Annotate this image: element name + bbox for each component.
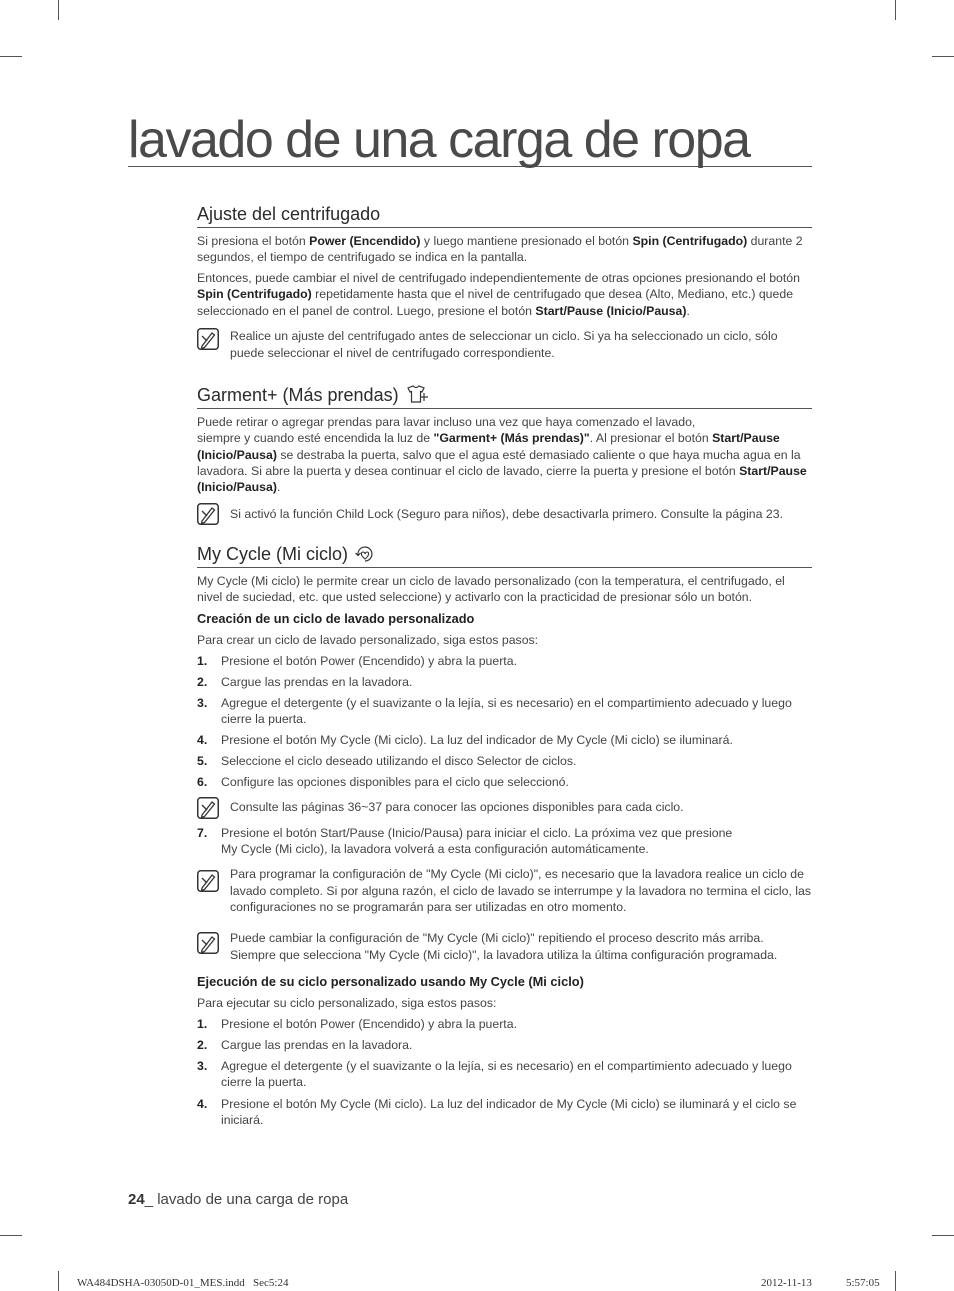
step-text: Presione el botón My Cycle (Mi ciclo). La luz del indicador de My Cycle (Mi ciclo) se iluminará y el ciclo se iniciará. <box>221 1097 797 1128</box>
run-cycle-intro: Para ejecutar su ciclo personalizado, siga estos pasos: <box>197 996 497 1010</box>
crop-mark <box>0 56 22 57</box>
garment-paragraph <box>197 414 812 495</box>
create-cycle-heading: Creación de un ciclo de lavado personalizado <box>197 611 475 626</box>
note-text: Si activó la función Child Lock (Seguro para niños), debe desactivarla primero. Consulte la página 23. <box>230 507 783 521</box>
garment-note <box>197 503 812 527</box>
note-text: Realice un ajuste del centrifugado antes de seleccionar un ciclo. Si ya ha seleccionado un ciclo, sólo puede seleccionar el nivel de centrifugado correspondiente. <box>230 329 778 360</box>
step-number: 3. <box>197 1059 208 1073</box>
spin-paragraph-1 <box>197 233 812 266</box>
step-text: Configure las opciones disponibles para el ciclo que seleccionó. <box>221 775 569 789</box>
page-title: lavado de una carga de ropa <box>128 108 812 167</box>
text-run: durante 2 segundos, el tiempo de centrifugado se indica en la pantalla. <box>197 234 803 265</box>
step-text: Presione el botón Power (Encendido) y abra la puerta. <box>221 654 517 668</box>
section-title-text: Garment+ (Más prendas) <box>197 385 399 405</box>
step-number: 6. <box>197 775 208 789</box>
step-number: 1. <box>197 1017 208 1031</box>
page-footer <box>128 1191 348 1208</box>
step-text: Seleccione el ciclo deseado utilizando el disco Selector de ciclos. <box>221 754 577 768</box>
spin-paragraph-2 <box>197 270 812 319</box>
text-run-bold: Spin (Centrifugado) <box>632 234 748 248</box>
text-run: y luego mantiene presionado el botón <box>420 234 633 248</box>
step-number: 1. <box>197 654 208 668</box>
slug-time: 5:57:05 <box>846 1277 880 1289</box>
text-run-bold: Spin (Centrifugado) <box>197 287 312 302</box>
create-cycle-intro: Para crear un ciclo de lavado personalizado, siga estos pasos: <box>197 633 539 647</box>
note-pencil-icon <box>197 328 219 350</box>
mycycle-intro: My Cycle (Mi ciclo) le permite crear un ciclo de lavado personalizado (con la temperatura, el centrifugado, el nivel de suciedad, etc. que usted seleccione) y activarlo con la practicidad de presionar sólo un botón. <box>197 574 785 605</box>
text-run: My Cycle (Mi ciclo), la lavadora volverá a esta configuración automáticamente. <box>221 842 649 857</box>
step-text <box>221 825 813 858</box>
slug-date: 2012-11-13 <box>761 1277 812 1289</box>
step-text: Presione el botón My Cycle (Mi ciclo). La luz del indicador de My Cycle (Mi ciclo) se iluminará. <box>221 733 733 747</box>
crop-mark <box>58 0 59 20</box>
mycycle-note-options <box>197 797 812 821</box>
step-number: 2. <box>197 1038 208 1052</box>
text-run: Entonces, puede cambiar el nivel de centrifugado independientemente de otras opciones presionando el botón <box>197 271 800 285</box>
step-text: Agregue el detergente (y el suavizante o la lejía, si es necesario) en el compartimiento adecuado y luego cierre la puerta. <box>221 1059 792 1090</box>
text-run: repetidamente hasta que el nivel de centrifugado que desea (Alto, Mediano, etc.) quede seleccionado en el panel de control. Luego, presione el botón <box>197 287 794 318</box>
slug-file: WA484DSHA-03050D-01_MES.indd Sec5:24 <box>77 1277 289 1289</box>
note-pencil-icon <box>197 503 219 525</box>
step-text: Cargue las prendas en la lavadora. <box>221 1038 413 1052</box>
crop-mark <box>932 56 954 57</box>
garment-plus-icon <box>405 384 429 404</box>
section-title-text: Ajuste del centrifugado <box>197 204 381 224</box>
note-pencil-icon <box>197 870 219 892</box>
text-run: Si presiona el botón <box>197 234 310 248</box>
step-number: 4. <box>197 733 208 747</box>
page-number: 24 <box>128 1191 145 1208</box>
text-run: . Al presionar el botón <box>589 431 713 446</box>
mycycle-note-change <box>197 930 812 966</box>
crop-mark <box>895 0 896 20</box>
text-run: Presione el botón Start/Pause (Inicio/Pausa) para iniciar el ciclo. La próxima vez que presione <box>221 826 733 840</box>
list-item <box>197 825 812 859</box>
step-text: Presione el botón Power (Encendido) y abra la puerta. <box>221 1017 517 1031</box>
step-text: Cargue las prendas en la lavadora. <box>221 675 413 689</box>
step-number: 2. <box>197 675 208 689</box>
crop-mark <box>895 1271 896 1291</box>
step-number: 3. <box>197 696 208 710</box>
section-title-mycycle <box>197 543 812 568</box>
text-run-bold: Start/Pause (Inicio/Pausa) <box>197 431 780 462</box>
text-run: . <box>276 480 281 495</box>
section-title-garment <box>197 384 812 409</box>
step-number: 7. <box>197 826 208 840</box>
run-cycle-heading: Ejecución de su ciclo personalizado usando My Cycle (Mi ciclo) <box>197 974 584 989</box>
step-number: 5. <box>197 754 208 768</box>
text-run: siempre y cuando esté encendida la luz de <box>197 431 434 446</box>
text-run: . <box>686 303 690 318</box>
text-run: Puede retirar o agregar prendas para lavar incluso una vez que haya comenzado el lavado, <box>197 415 696 429</box>
note-pencil-icon <box>197 932 219 954</box>
note-text: Para programar la configuración de "My Cycle (Mi ciclo)", es necesario que la lavadora realice un ciclo de lavado completo. Si por alguna razón, el ciclo de lavado se interrumpe y la lavadora no termina el ciclo, las configuraciones no se programarán para ser utilizadas en otro momento. <box>230 867 811 914</box>
section-title-spin <box>197 203 812 228</box>
crop-mark <box>0 1235 22 1236</box>
note-pencil-icon <box>197 797 219 819</box>
text-run-bold: Start/Pause (Inicio/Pausa) <box>535 303 687 318</box>
note-text: Puede cambiar la configuración de "My Cycle (Mi ciclo)" repitiendo el proceso descrito más arriba. Siempre que selecciona "My Cycle (Mi ciclo)", la lavadora utiliza la última configuración programada. <box>230 931 778 962</box>
step-number: 4. <box>197 1097 208 1111</box>
step-text: Agregue el detergente (y el suavizante o la lejía, si es necesario) en el compartimiento adecuado y luego cierre la puerta. <box>221 696 792 727</box>
section-title-text: My Cycle (Mi ciclo) <box>197 544 348 564</box>
text-run-bold: "Garment+ (Más prendas)" <box>433 431 590 446</box>
text-run: se destraba la puerta, salvo que el agua esté demasiado caliente o que haya mucha agua en la lavadora. Si abre la puerta y desea continuar el ciclo de lavado, cierre la puerta y presione el botón <box>197 447 801 478</box>
note-text: Consulte las páginas 36~37 para conocer las opciones disponibles para cada ciclo. <box>230 800 684 814</box>
crop-mark <box>932 1235 954 1236</box>
text-run-bold: Power (Encendido) <box>309 234 421 248</box>
mycycle-note-programming <box>197 866 812 918</box>
spin-note <box>197 328 812 364</box>
my-cycle-icon <box>354 543 376 563</box>
text-run-bold: Start/Pause (Inicio/Pausa) <box>197 463 807 495</box>
crop-mark <box>58 1271 59 1291</box>
page-footer-label: _ lavado de una carga de ropa <box>144 1191 349 1208</box>
